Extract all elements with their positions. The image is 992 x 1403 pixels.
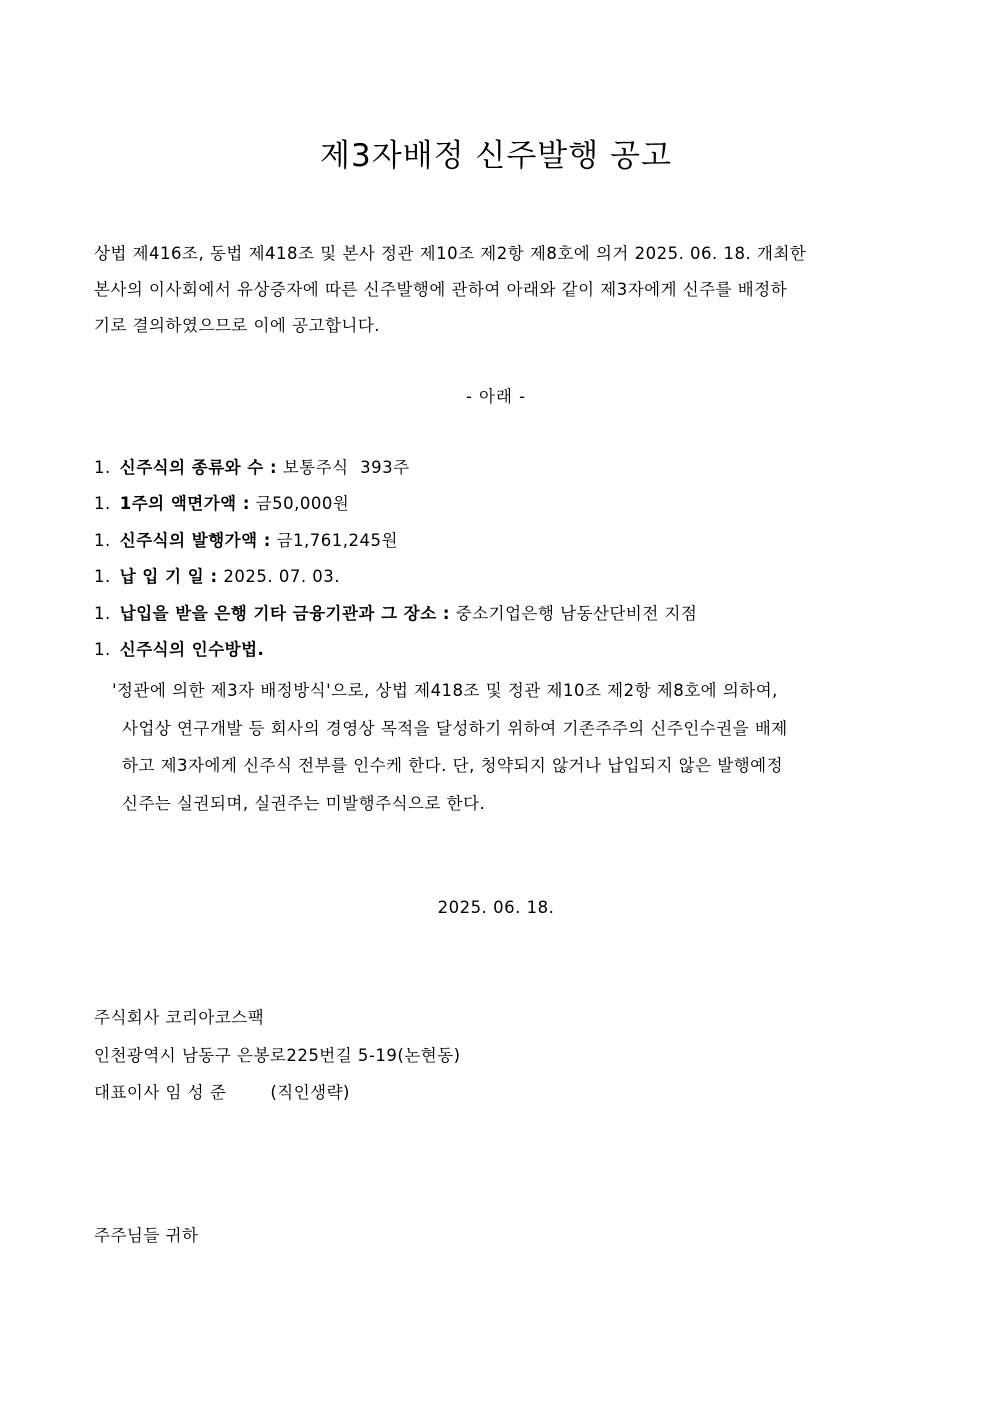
item-label: 신주식의 종류와 수 : (119, 458, 278, 477)
subscription-method-paragraph (112, 672, 902, 822)
item-number: 1. (94, 530, 111, 550)
document-title: 제3자배정 신주발행 공고 (320, 138, 672, 174)
item-value: 금50,000원 (255, 494, 350, 514)
method-line: 하고 제3자에게 신주식 전부를 인수케 한다. 단, 청약되지 않거나 납입되지 않은 발행예정 (122, 756, 784, 775)
company-address: 인천광역시 남동구 은봉로225번길 5-19(논현동) (94, 1045, 461, 1065)
intro-line: 본사의 이사회에서 유상증자에 따른 신주발행에 관하여 아래와 같이 제3자에게 신주를 배정하 (94, 280, 788, 299)
item-value: 금1,761,245원 (276, 530, 398, 550)
method-line: '정관에 의한 제3자 배정방식'으로, 상법 제418조 및 정관 제10조 제2항 제8호에 의하여, (112, 681, 778, 700)
notice-date: 2025. 06. 18. (437, 898, 555, 917)
notice-heading: - 아래 - (465, 387, 527, 406)
detail-item-bank (94, 600, 904, 636)
detail-item-payment-date (94, 563, 904, 599)
detail-list (94, 454, 904, 672)
intro-line: 상법 제416조, 동법 제418조 및 본사 정관 제10조 제2항 제8호에 의거 2025. 06. 18. 개최한 (94, 244, 807, 263)
item-number: 1. (94, 603, 111, 623)
detail-item-subscription-method (94, 636, 904, 672)
item-label: 1주의 액면가액 : (119, 494, 250, 514)
item-number: 1. (94, 639, 111, 659)
intro-line: 기로 결의하였으므로 이에 공고합니다. (94, 316, 381, 335)
item-value: 중소기업은행 남동산단비전 지점 (455, 603, 698, 623)
item-value: 2025. 07. 03. (223, 567, 341, 587)
intro-paragraph (94, 236, 899, 344)
method-line: 신주는 실권되며, 실권주는 미발행주식으로 한다. (122, 793, 486, 813)
company-signature (94, 1004, 461, 1117)
item-number: 1. (94, 567, 111, 587)
seal-note: (직인생략) (270, 1083, 350, 1102)
detail-item-share-type (94, 454, 904, 490)
item-label: 신주식의 인수방법. (119, 639, 265, 659)
detail-item-issue-price (94, 527, 904, 563)
method-line: 사업상 연구개발 등 회사의 경영상 목적을 달성하기 위하여 기존주주의 신주인수권을 배제 (122, 718, 788, 738)
item-label: 납입을 받을 은행 기타 금융기관과 그 장소 : (119, 603, 451, 623)
representative-name: 대표이사 임 성 준 (94, 1083, 227, 1102)
representative-line (94, 1079, 461, 1117)
company-name: 주식회사 코리아코스팩 (94, 1008, 265, 1027)
item-number: 1. (94, 494, 111, 514)
detail-item-par-value (94, 490, 904, 526)
item-label: 신주식의 발행가액 : (119, 530, 271, 550)
item-label: 납 입 기 일 : (119, 567, 218, 587)
item-value: 보통주식 393주 (282, 458, 410, 477)
closing-salutation: 주주님들 귀하 (94, 1226, 199, 1245)
item-number: 1. (94, 458, 111, 477)
